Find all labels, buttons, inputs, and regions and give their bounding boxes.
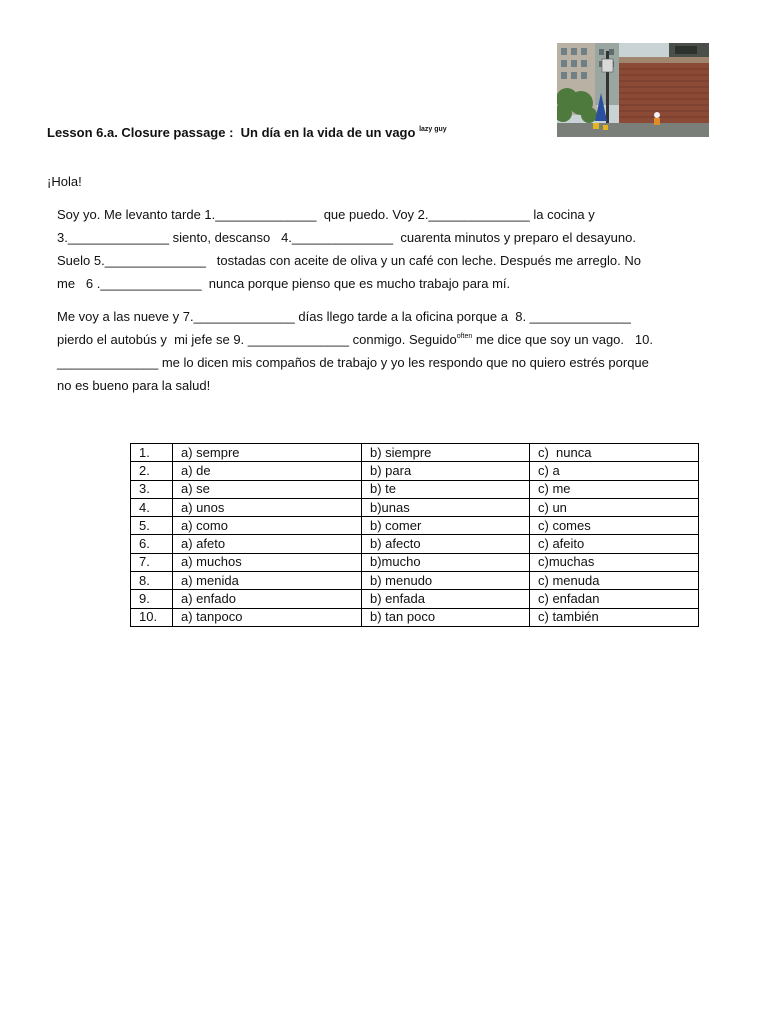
page-title: [47, 125, 447, 140]
table-row: [131, 572, 699, 590]
option-b: b) siempre: [362, 444, 530, 462]
item-number: 5.: [131, 517, 173, 535]
option-c: c) afeito: [530, 535, 699, 553]
passage-line: 3.______________ siento, descanso 4.______________ cuarenta minutos y preparo el desayuno.: [57, 230, 636, 245]
option-c: c) me: [530, 480, 699, 498]
street-scene-icon: [557, 43, 709, 137]
option-a: a) se: [173, 480, 362, 498]
option-a: a) enfado: [173, 590, 362, 608]
option-a: a) como: [173, 517, 362, 535]
option-b: b) menudo: [362, 572, 530, 590]
greeting: ¡Hola!: [47, 174, 82, 189]
option-c: c) menuda: [530, 572, 699, 590]
option-b: b)unas: [362, 498, 530, 516]
item-number: 2.: [131, 462, 173, 480]
table-row: [131, 517, 699, 535]
item-number: 9.: [131, 590, 173, 608]
table-row: [131, 462, 699, 480]
passage-line: Soy yo. Me levanto tarde 1.______________ que puedo. Voy 2.______________ la cocina y: [57, 207, 595, 222]
option-b: b)mucho: [362, 553, 530, 571]
option-a: a) afeto: [173, 535, 362, 553]
street-scene-picture: [557, 43, 709, 137]
item-number: 3.: [131, 480, 173, 498]
option-c: c)muchas: [530, 553, 699, 571]
option-b: b) afecto: [362, 535, 530, 553]
option-a: a) unos: [173, 498, 362, 516]
option-a: a) tanpoco: [173, 608, 362, 626]
answer-table: [130, 443, 699, 627]
title-gloss: lazy guy: [419, 126, 447, 133]
passage-segment: pierdo el autobús y mi jefe se 9. ______________ conmigo. Seguido: [57, 332, 457, 347]
option-b: b) tan poco: [362, 608, 530, 626]
option-a: a) menida: [173, 572, 362, 590]
table-row: [131, 498, 699, 516]
option-c: c) nunca: [530, 444, 699, 462]
option-c: c) comes: [530, 517, 699, 535]
table-row: [131, 608, 699, 626]
item-number: 6.: [131, 535, 173, 553]
item-number: 4.: [131, 498, 173, 516]
option-b: b) comer: [362, 517, 530, 535]
option-b: b) te: [362, 480, 530, 498]
passage-line: [57, 332, 653, 347]
table-row: [131, 553, 699, 571]
option-c: c) enfadan: [530, 590, 699, 608]
table-row: [131, 535, 699, 553]
option-a: a) muchos: [173, 553, 362, 571]
passage-segment: me dice que soy un vago. 10.: [472, 332, 653, 347]
table-row: [131, 590, 699, 608]
option-c: c) también: [530, 608, 699, 626]
option-c: c) un: [530, 498, 699, 516]
item-number: 10.: [131, 608, 173, 626]
passage-line: Suelo 5.______________ tostadas con aceite de oliva y un café con leche. Después me arreglo. No: [57, 253, 641, 268]
option-a: a) de: [173, 462, 362, 480]
item-number: 1.: [131, 444, 173, 462]
table-row: [131, 480, 699, 498]
word-gloss: often: [456, 333, 473, 340]
title-text: Lesson 6.a. Closure passage : Un día en la vida de un vago: [47, 125, 416, 140]
option-b: b) enfada: [362, 590, 530, 608]
item-number: 7.: [131, 553, 173, 571]
option-b: b) para: [362, 462, 530, 480]
passage-line: Me voy a las nueve y 7.______________ días llego tarde a la oficina porque a 8. ______________: [57, 309, 631, 324]
item-number: 8.: [131, 572, 173, 590]
passage-line: no es bueno para la salud!: [57, 378, 211, 393]
passage-line: me 6 .______________ nunca porque pienso que es mucho trabajo para mí.: [57, 276, 511, 291]
option-c: c) a: [530, 462, 699, 480]
table-row: [131, 444, 699, 462]
option-a: a) sempre: [173, 444, 362, 462]
passage-line: ______________ me lo dicen mis compaños de trabajo y yo les respondo que no quiero estrés porque: [57, 355, 649, 370]
